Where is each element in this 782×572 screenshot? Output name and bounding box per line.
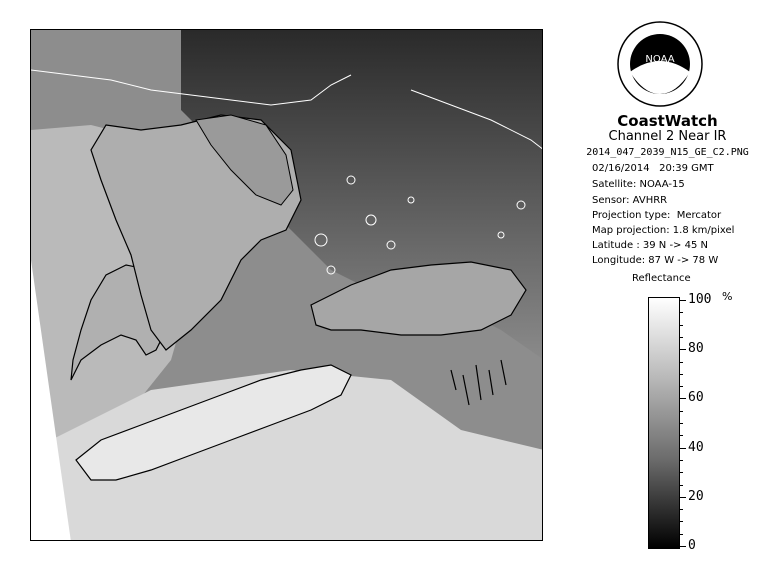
colorbar-minor-tick — [680, 362, 683, 363]
satellite-image — [30, 29, 543, 541]
longitude-text: Longitude: 87 W -> 78 W — [592, 255, 719, 266]
colorbar-tick-label: 20 — [688, 488, 704, 504]
reflectance-colorbar — [648, 297, 680, 549]
file-name: 2014_047_2039_N15_GE_C2.PNG — [586, 147, 749, 158]
satellite-text: Satellite: NOAA-15 — [592, 179, 685, 190]
colorbar-minor-tick — [680, 509, 683, 510]
legend-title: Reflectance — [632, 273, 691, 284]
colorbar-minor-tick — [680, 325, 683, 326]
datetime-text: 02/16/2014 20:39 GMT — [592, 163, 714, 174]
latitude-text: Latitude : 39 N -> 45 N — [592, 240, 708, 251]
legend-unit: % — [722, 290, 733, 303]
sensor-text: Sensor: AVHRR — [592, 195, 668, 206]
app-title: CoastWatch — [617, 112, 718, 130]
colorbar-tick-label: 40 — [688, 439, 704, 455]
colorbar-minor-tick — [680, 337, 683, 338]
colorbar-tick — [680, 398, 686, 399]
map-projection-text: Map projection: 1.8 km/pixel — [592, 225, 735, 236]
colorbar-minor-tick — [680, 386, 683, 387]
colorbar-tick — [680, 349, 686, 350]
colorbar-minor-tick — [680, 312, 683, 313]
colorbar-tick — [680, 497, 686, 498]
colorbar-minor-tick — [680, 472, 683, 473]
colorbar-minor-tick — [680, 435, 683, 436]
map-canvas — [31, 30, 543, 541]
colorbar-tick-label: 100 — [688, 292, 712, 307]
colorbar-tick-label: 0 — [688, 538, 696, 553]
colorbar-minor-tick — [680, 460, 683, 461]
colorbar-tick-label: 60 — [688, 390, 704, 406]
colorbar-tick — [680, 300, 686, 301]
colorbar-tick — [680, 546, 686, 547]
colorbar-tick-label: 80 — [688, 341, 704, 357]
colorbar-minor-tick — [680, 423, 683, 424]
colorbar-minor-tick — [680, 374, 683, 375]
colorbar-minor-tick — [680, 485, 683, 486]
colorbar-minor-tick — [680, 521, 683, 522]
projection-type-text: Projection type: Mercator — [592, 210, 722, 221]
logo-text: NOAA — [645, 54, 675, 65]
noaa-logo — [616, 20, 704, 108]
channel-subtitle: Channel 2 Near IR — [608, 129, 727, 144]
colorbar-minor-tick — [680, 534, 683, 535]
colorbar-tick — [680, 448, 686, 449]
colorbar-minor-tick — [680, 411, 683, 412]
